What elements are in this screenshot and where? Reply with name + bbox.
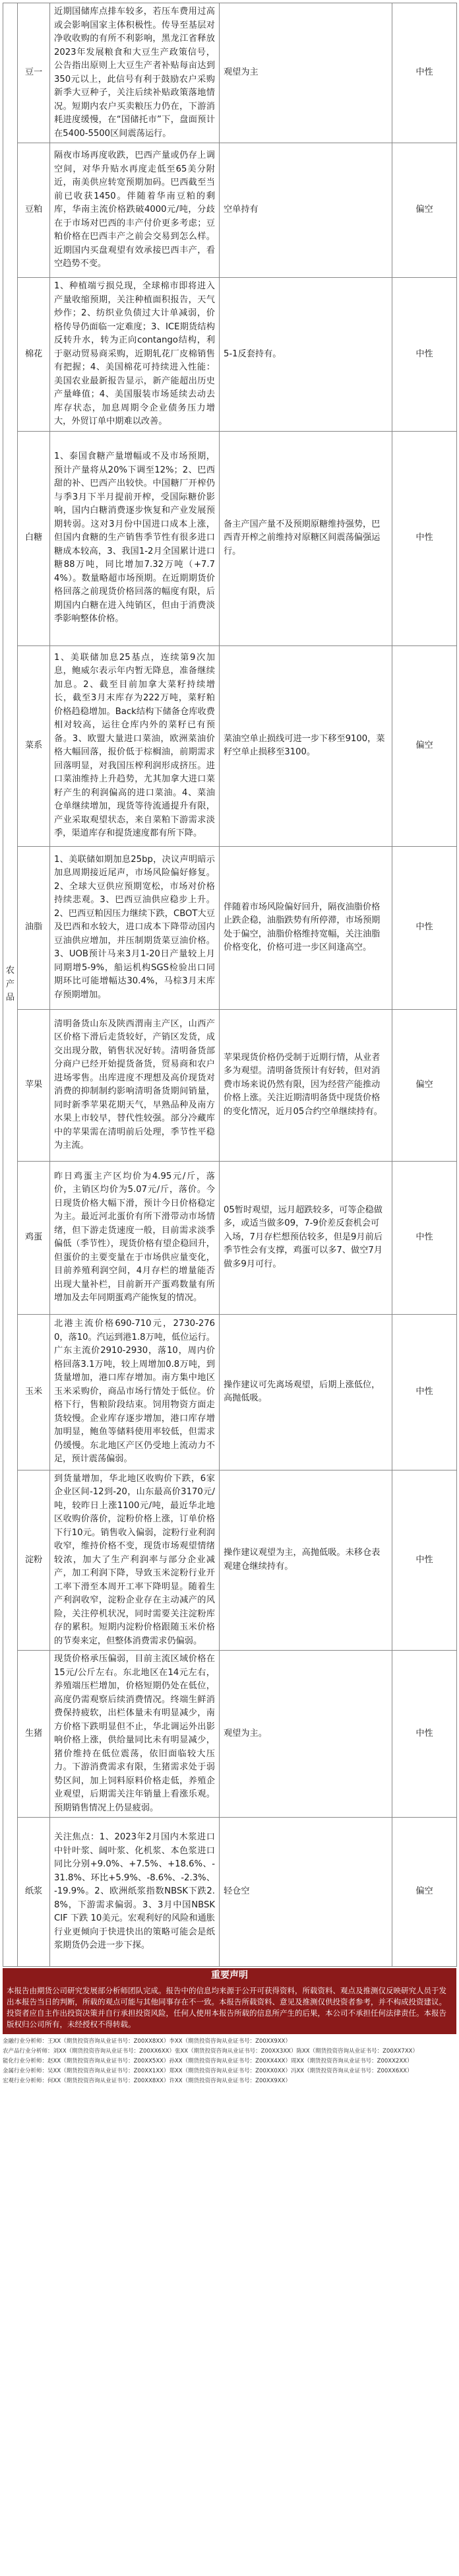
view-cell-text: 中性 <box>415 533 433 543</box>
product-name <box>18 431 50 645</box>
product-name-text: 豆一 <box>24 67 43 78</box>
operation-cell <box>220 278 392 432</box>
product-name <box>18 1009 50 1161</box>
commodity-table <box>3 3 457 1967</box>
view-cell <box>392 278 457 432</box>
table-row <box>3 1009 457 1161</box>
analyst-contacts <box>3 2037 456 2086</box>
product-name <box>18 3 50 143</box>
product-name <box>18 645 50 846</box>
fundamentals-cell <box>50 3 220 143</box>
fundamentals-cell-text: 1、种植端亏损兑现，全球棉市即将进入产量收缩预期，关注种植面积报告，天气炒作；2、纺织业负债过大计单减弱，价格传导仍面临一定难度；3、ICE期货结构反转升水，转为正向contango结构，利于驱动贸易商采购，近期轧花厂皮棉销售有把握；4、美国棉花可持续进入性能：美国农业最新报告显示，新产能超出历史产量峰值；4、美国服装市场延续去动去库存状态，加息周期令企业债务压力增大，外贸订单中期难以改善。 <box>54 281 215 426</box>
view-cell <box>392 431 457 645</box>
view-cell <box>392 1818 457 1967</box>
commodity-sheet <box>3 3 456 2086</box>
table-row <box>3 846 457 1009</box>
operation-cell-text: 操作建议可先离场观望，后期上涨低位，高抛低吸。 <box>224 1379 381 1403</box>
fundamentals-cell <box>50 1009 220 1161</box>
fundamentals-cell-text: 昨日鸡蛋主产区均价为4.95元/斤，落价，主销区均价为5.07元/斤，落价。今日现货价格大幅下滑，预计今日价格稳定为主。最近河北蛋价有所下滑带动市场情绪，但下游走货速度一般，目前需求淡季偏低（季节性），现货价格有望企稳回升，但蛋价的主要变量在于市场供应量变化，目前养殖利润空间，4月存栏的增量能否出现大量补栏，目前新开产蛋鸡数量有所增加及去年同期蛋鸡产能恢复的情况。 <box>54 1171 215 1303</box>
product-name-text: 豆粕 <box>24 205 43 215</box>
fundamentals-cell-text: 到货量增加，华北地区收购价下跌，6家企业区间-12到-20，山东最高价3170元/吨，较昨日上涨1100元/吨，最近华北地区收购价落价，淀粉价格上涨，订单价格下行10元。销售收入偏弱，淀粉行业利润收窄，维持价格不变，现货市场观望情绪较浓，加大了生产利润率与部分企业减产，加工利润下降，导致玉米淀粉行业开工率下滑至本周开工率下降明显。随着生产利润收窄，淀粉企业存在主动减产的风险，关注停机状况，同时需要关注淀粉库存的累积。短期内淀粉价格跟随玉米价格的节奏来定，但整体消费需求仍偏弱。 <box>54 1473 215 1646</box>
view-cell <box>392 1651 457 1818</box>
operation-cell-text: 05暂时观望，远月超跌较多，可等企稳做多，或适当做多09，7-9价差反套机会可入场，7月存栏想预估较多，但是9月前后季节性会有支撑，鸡蛋可以多7、做空7月做多9月可行。 <box>224 1205 382 1269</box>
fundamentals-cell <box>50 1161 220 1314</box>
table-row <box>3 1470 457 1651</box>
contact-line: 金融行业分析师：王XX（期货投资咨询从业证书号：Z00XX8XX）李XX（期货投资咨询从业证书号：Z00XX9XX） <box>3 2038 291 2045</box>
table-row <box>3 645 457 846</box>
product-name-text: 纸浆 <box>24 1886 43 1897</box>
fundamentals-cell-text: 隔夜市场再度收跌，巴西产量或仍存上调空间，对华升贴水再度走低至65美分附近，南美供应转宽预期加码。巴西截至当前已收获1450。伴随着华南豆粕的剩库，华南主流价格跌破4000元/吨，分歧在于市场对巴西的丰产付价更多考虑；豆粕价格在巴西丰产之前会交易到怎么样。近期国内买盘观望有效承接巴西丰产，看空趋势不变。 <box>54 150 215 269</box>
view-cell <box>392 3 457 143</box>
table-row <box>3 3 457 143</box>
operation-cell <box>220 3 392 143</box>
fundamentals-cell <box>50 1470 220 1651</box>
table-row <box>3 1161 457 1314</box>
view-cell-text: 偏空 <box>415 205 433 215</box>
contact-line: 宏观行业分析师：何XX（期货投资咨询从业证书号：Z00XX8XX）许XX（期货投资咨询从业证书号：Z00XX9XX） <box>3 2078 291 2084</box>
fundamentals-cell <box>50 278 220 432</box>
view-cell-text: 中性 <box>415 1386 433 1397</box>
view-cell-text: 中性 <box>415 1728 433 1738</box>
view-cell <box>392 1314 457 1470</box>
table-row <box>3 143 457 278</box>
table-row <box>3 1818 457 1967</box>
view-cell <box>392 1009 457 1161</box>
view-cell <box>392 846 457 1009</box>
view-cell <box>392 1161 457 1314</box>
view-cell-text: 中性 <box>415 348 433 359</box>
operation-cell-text: 观望为主。 <box>224 1728 267 1738</box>
table-row <box>3 1314 457 1470</box>
product-name-text: 苹果 <box>24 1079 43 1090</box>
table-row <box>3 431 457 645</box>
contact-line: 能化行业分析师：赵XX（期货投资咨询从业证书号：Z00XX5XX）孙XX（期货投资咨询从业证书号：Z00XX4XX）周XX（期货投资咨询从业证书号：Z00XX2XX） <box>3 2058 413 2064</box>
view-cell-text: 中性 <box>415 1554 433 1565</box>
operation-cell <box>220 143 392 278</box>
product-name-text: 淀粉 <box>24 1554 43 1565</box>
fundamentals-cell <box>50 431 220 645</box>
disclaimer-title: 重要声明 <box>3 1968 456 1983</box>
fundamentals-cell-text: 1、美联储加息25基点，连续第9次加息，鲍威尔表示年内暂无降息，准备继续加息。2、截至目前加拿大菜籽持续增长，截至3月末库存为222万吨，菜籽粕价格趋稳增加。Back结构下储备仓库收费相对较高，运往仓库内外的菜籽已有预备。3、欧盟大量进口菜油，欧洲菜油价格大幅回落，报价低于棕榈油，前期需求回落明显，对我国压榨利润形成挤压。进口菜油维持上升趋势，尤其加拿大进口菜籽产生的利润偏高的进口菜油。4、菜油仓单继续增加，现货等待流通提升有限，产业采取观望状态，来自菜粕下游需求淡季，渠道库存和提货速度都有所下降。 <box>54 652 215 838</box>
operation-cell-text: 轻仓空 <box>224 1886 250 1897</box>
product-name <box>18 846 50 1009</box>
product-name <box>18 1161 50 1314</box>
product-name <box>18 278 50 432</box>
disclaimer-text: 本报告由期货公司研究发展部分析师团队完成。报告中的信息均来源于公开可获得资料，所载资料、观点及推测仅反映研究人员于发出本报告当日的判断，所载的观点可能与其他同事存在不一致。本报告所载资料、意见及推测仅供投资者参考，并不构成投资建议。投资者应自主作出投资决策并自行承担投资风险，任何人使用本报告所载的信息所产生的后果，本公司不承担任何法律责任。本报告版权归公司所有，未经授权不得转载。 <box>3 1983 456 2034</box>
fundamentals-cell <box>50 1651 220 1818</box>
operation-cell-text: 菜油空单止损线可进一步下移至9100，菜籽空单止损移至3100。 <box>224 733 385 757</box>
fundamentals-cell <box>50 1314 220 1470</box>
operation-cell-text: 伴随着市场风险偏好回升，隔夜油脂价格止跌企稳，油脂跌势有所停滞，市场预期处于偏空，油脂价格维持宽幅，关注油脂价格变化，价格可进一步区间逢高空。 <box>224 902 381 952</box>
operation-cell-text: 备主产国产量不及预期原糖维持强势，巴西青开榨之前维持对原糖区间震荡偏强运行。 <box>224 519 381 556</box>
sector-label <box>3 3 18 1967</box>
operation-cell-text: 观望为主 <box>224 67 259 78</box>
fundamentals-cell-text: 1、泰国食糖产量增幅或不及市场预期，预计产量将从20%下调至12%；2、巴西甜的补、巴西产出较快。中国糖厂开榨仍与季3月下半月提前开榨，受国际糖价影响，国内白糖消费逐步恢复和产业发展预期转弱。这对3月份中国进口成本上涨，但国内食糖的生产销售季节性有很多进口糖成本较高，3、我国1-2月全国累计进口糖88万吨，同比增加7.32万吨（+7.74%）。数量略超市场预期。在近期期货价格回落之前现货价格回落的幅度有限，后期国内白糖在进入纯销区，但由于消费淡季影响整体价格。 <box>54 451 215 624</box>
contact-line: 金属行业分析师：吴XX（期货投资咨询从业证书号：Z00XX1XX）郑XX（期货投资咨询从业证书号：Z00XX0XX）冯XX（期货投资咨询从业证书号：Z00XX6XX） <box>3 2068 413 2074</box>
view-cell-text: 中性 <box>415 922 433 933</box>
operation-cell <box>220 1470 392 1651</box>
view-cell-text: 中性 <box>415 67 433 78</box>
product-name <box>18 1651 50 1818</box>
operation-cell <box>220 1161 392 1314</box>
fundamentals-cell-text: 近期国储库点排车较多，若压车费用过高或会影响国家主体积极性。传导至基层对净收收购的有所不利影响，黑龙江省释放2023年发展粮食和大豆生产政策信号，公告指出原则上大豆生产者补贴每亩达到350元以上，此信号有利于鼓励农户采购新季大豆种子，关注后续补贴政策落地情况。短期内农户买卖粮压力仍在，下游消耗进度缓慢，在“国储托市”下，盘面预计在5400-5500区间震荡运行。 <box>54 7 215 139</box>
fundamentals-cell <box>50 1818 220 1967</box>
fundamentals-cell <box>50 645 220 846</box>
table-row <box>3 1651 457 1818</box>
operation-cell-text: 苹果现货价格仍受制于近期行情，从业者多为观望。清明备货预计有好转，但对消费市场来说仍然有限，因为经营产能推动价格上涨。关注近期清明备货中现货价格的变化情况，近月05合约空单继续持有。 <box>224 1052 382 1117</box>
view-cell <box>392 1470 457 1651</box>
fundamentals-cell-text: 关注焦点：1、2023年2月国内木浆进口中针叶浆、阔叶浆、化机浆、本色浆进口同比分别+9.0%、+7.5%、+18.6%、-31.8%、环比+5.9%、-8.6%、-2.3%、-19.9%。2、欧洲纸浆指数NBSK下跌2.8%，下游需求偏弱。3、3月中国NBSK CIF 下跌 10美元。宏观利好的风险和通胀行业更倾向于快进快出的策略可能会是纸浆期货仍会进一步下探。 <box>54 1832 218 1951</box>
view-cell-text: 中性 <box>415 1232 433 1242</box>
fundamentals-cell <box>50 143 220 278</box>
view-cell-text: 偏空 <box>415 1886 433 1897</box>
product-name <box>18 1818 50 1967</box>
operation-cell-text: 空单持有 <box>224 205 259 215</box>
view-cell-text: 偏空 <box>415 740 433 750</box>
view-cell-text: 偏空 <box>415 1079 433 1090</box>
view-cell <box>392 143 457 278</box>
operation-cell <box>220 1818 392 1967</box>
product-name-text: 鸡蛋 <box>24 1232 43 1242</box>
fundamentals-cell-text: 现货价格承压偏弱，目前主流区域价格在15元/公斤左右。东北地区在14元左右，养殖端压栏增加，价格短期仍处在低位，高度仍需观察后续消费情况。终端生鲜消费保持疲软，出栏体量未有明显减少，南方价格下跌明显但不止，华北调运外出影响价格上涨，供给量同比未有明显减少，猪价维持在低位震荡，依旧面临较大压力。下游消费需求有限，生猪需求处于弱势区间，加上饲料原料价格走低，养殖企业观望，后期需关注年销量上看涨乐观。预期销售情况上仍显疲弱。 <box>54 1654 215 1813</box>
product-name-text: 玉米 <box>24 1386 43 1397</box>
product-name <box>18 1314 50 1470</box>
fundamentals-cell-text: 北港主流价格690-710元，2730-2760，落10。汽运到港1.8万吨，低位运行。广东主流价2910-2930，落10，周内价格回落3.1万吨，较上周增加0.8万吨，到货量增加，港口库存增加。南方集中地区玉米采购价，商品市场行情处于低位。价格下行，售粮阶段结束。饲用物资方面走货较慢。企业库存逐步增加，港口库存增加明显，鲍鱼等储料使用率较低，但需求仍缓慢。东北地区产区仍受地上流动力不足，预计震荡偏弱。 <box>54 1319 215 1465</box>
product-name-text: 白糖 <box>24 533 43 543</box>
table-row <box>3 278 457 432</box>
product-name <box>18 143 50 278</box>
contact-line: 农产品行业分析师：刘XX（期货投资咨询从业证书号：Z00XX6XX）张XX（期货投资咨询从业证书号：Z00XX3XX）陈XX（期货投资咨询从业证书号：Z00XX7XX） <box>3 2048 418 2055</box>
sector-label-text: 农产品 <box>5 966 15 1003</box>
operation-cell <box>220 645 392 846</box>
operation-cell <box>220 1314 392 1470</box>
operation-cell <box>220 1651 392 1818</box>
operation-cell <box>220 431 392 645</box>
operation-cell-text: 5-1反套持有。 <box>224 348 282 359</box>
operation-cell <box>220 846 392 1009</box>
operation-cell-text: 操作建议观望为主，高抛低吸。未移仓表观建仓继续持有。 <box>224 1548 381 1571</box>
product-name-text: 生猪 <box>24 1728 43 1738</box>
product-name-text: 棉花 <box>24 348 43 359</box>
fundamentals-cell-text: 清明备货山东及陕西渭南主产区，山西产区价格下滑后走货较好，产销区发货，成交出现分散，销售状况好转。清明备货部分商户已经开始提货备货，贸易商和农户进场零售。出库进度不理想及高价现货对消费的抑制制约影响清明备货期间销量，同时新季苹果花期天气，早熟品种及南方水果上市较早，替代性较强。部分冷藏库中的苹果需在清明前后处理，季节性平稳为主流。 <box>54 1018 215 1150</box>
fundamentals-cell-text: 1、美联储如期加息25bp，决议声明暗示加息周期接近尾声，市场风险偏好修复。2、全球大豆供应预期宽松，市场对价格持续悲观。3、巴西豆油供应稳步上升。2、巴西豆粕因压力继续下跌，CBOT大豆及巴西和水较大，进口成本下降带动国内豆油供应增加，并压制期货菜豆油价格。3、UOB预计马来3月1-20日产量较上月同期增5-9%，船运机构SGS检验出口同期环比可能增幅达30.4%，马棕3月末库存预期增加。 <box>54 854 215 1000</box>
view-cell <box>392 645 457 846</box>
operation-cell <box>220 1009 392 1161</box>
fundamentals-cell <box>50 846 220 1009</box>
product-name-text: 菜系 <box>24 740 43 750</box>
product-name-text: 油脂 <box>24 922 43 933</box>
product-name <box>18 1470 50 1651</box>
